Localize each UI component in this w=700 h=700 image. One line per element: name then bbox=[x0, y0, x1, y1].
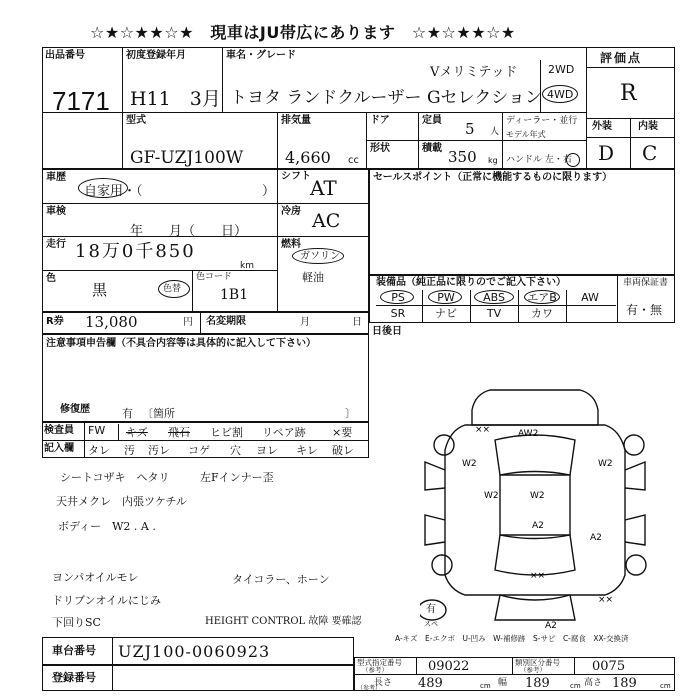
category-number-label: 類別区分番号 bbox=[515, 658, 560, 667]
model-code-label: 型式 bbox=[126, 115, 146, 126]
note-2: 天井メクレ 内張ツケチル bbox=[56, 495, 187, 508]
code-wrinkle: ヨレ bbox=[256, 444, 278, 457]
note-5: ヨンパオイルモレ bbox=[52, 571, 139, 584]
exterior-value: D bbox=[598, 141, 615, 165]
model-name-value: トヨタ ランドクルーザー Gセレクション bbox=[230, 88, 542, 108]
diagram-legend: A-キズ E-エクボ U-凹み W-補修跡 S-サビ C-腐食 XX-交換済 bbox=[395, 634, 629, 643]
equip-navi: ナビ bbox=[435, 307, 457, 320]
length-label: 長さ bbox=[374, 678, 393, 688]
rating-label: 評価点 bbox=[600, 51, 643, 65]
diagram-mark-a2-center: A2 bbox=[532, 521, 544, 531]
repair-location-open: 〔箇所 bbox=[142, 407, 175, 420]
equip-airbag-circle bbox=[524, 290, 560, 304]
code-hole: 穴 bbox=[230, 444, 241, 457]
diagram-mark-a2-right: A2 bbox=[590, 533, 602, 543]
width-label: 幅 bbox=[498, 678, 508, 688]
code-required: ×要 bbox=[332, 426, 353, 439]
inspection-code-row2 bbox=[88, 442, 368, 458]
notes-header: 注意事項申告欄（不具合内容等は具体的に記入して下さい） bbox=[46, 338, 316, 349]
designated-number-value: 09022 bbox=[428, 659, 470, 674]
lot-number-value: 7171 bbox=[52, 86, 110, 116]
equip-tv: TV bbox=[486, 307, 502, 320]
fuel-diesel: 軽油 bbox=[302, 271, 324, 284]
inspection-label: 車検 bbox=[46, 206, 66, 217]
color-code-label: 色コード bbox=[196, 272, 233, 282]
history-value: 自家用・（ bbox=[84, 184, 143, 199]
load-label: 積載 bbox=[422, 143, 442, 154]
chassis-label: 車台番号 bbox=[52, 644, 96, 657]
shift-label: シフト bbox=[281, 171, 311, 182]
diagram-mark-xx-rear: ×× bbox=[530, 571, 546, 581]
equipment-label: 装備品（純正品に限りのでご記入下さい） bbox=[376, 277, 566, 288]
note-3: ボディー W2 . A . bbox=[58, 520, 156, 533]
equip-abs: ABS bbox=[483, 291, 505, 304]
aircon-label: 冷房 bbox=[281, 206, 301, 217]
model-year-label: モデル年式 bbox=[506, 130, 546, 139]
recorder-label: 記入欄 bbox=[44, 443, 74, 454]
first-reg-value: H11 3月 bbox=[130, 88, 221, 110]
code-crack: ヒビ割 bbox=[210, 426, 243, 439]
name-change-day: 日 bbox=[352, 317, 362, 328]
equip-abs-circle bbox=[474, 290, 514, 304]
diagram-stamp: 有 bbox=[426, 604, 436, 615]
code-fw: FW bbox=[88, 424, 106, 437]
sales-point-label: セールスポイント（正常に機能するものに限ります） bbox=[373, 172, 613, 183]
first-reg-label: 初度登録年月 bbox=[126, 50, 186, 61]
diagram-mark-aw2: AW2 bbox=[518, 429, 539, 439]
load-unit: kg bbox=[488, 156, 498, 165]
code-scratch: キズ bbox=[126, 426, 148, 439]
length-value: 489 bbox=[418, 676, 443, 691]
doors-label: ドア bbox=[370, 115, 390, 126]
mileage-value: 18万0千850 bbox=[75, 241, 196, 262]
diagram-mark-w2-center: W2 bbox=[530, 491, 545, 501]
code-cut: キレ bbox=[296, 444, 318, 457]
width-value: 189 bbox=[525, 676, 550, 691]
height-value: 189 bbox=[612, 676, 637, 691]
drive-4wd: 4WD bbox=[547, 88, 574, 101]
name-change-month: 月 bbox=[300, 317, 310, 328]
registration-label: 登録番号 bbox=[52, 671, 96, 684]
code-tear: 破レ bbox=[332, 444, 354, 457]
code-sag: タレ bbox=[88, 444, 110, 457]
equip-sr: SR bbox=[390, 307, 406, 320]
mileage-unit: km bbox=[240, 261, 254, 271]
note-7: タイコラー、ホーン bbox=[232, 573, 330, 586]
color-label: 色 bbox=[46, 273, 56, 284]
length-ref: （参考） bbox=[357, 685, 382, 692]
color-value: 黒 bbox=[92, 281, 108, 299]
mileage-label: 走行 bbox=[46, 239, 66, 250]
shape-label: 形状 bbox=[370, 143, 390, 154]
sales-point-box bbox=[369, 169, 675, 275]
drive-2wd: 2WD bbox=[548, 63, 575, 76]
code-burn: コゲ bbox=[188, 444, 210, 457]
fuel-gas: ガソリン bbox=[300, 251, 340, 262]
displacement-value: 4,660 bbox=[285, 148, 331, 167]
warranty-value: 有・無 bbox=[626, 303, 663, 317]
diagram-mark-xx-side: ×× bbox=[598, 595, 614, 605]
inspector-label: 検査員 bbox=[44, 425, 74, 436]
equip-pw-circle bbox=[428, 290, 462, 304]
lot-number-label: 出品番号 bbox=[45, 50, 85, 61]
displacement-label: 排気量 bbox=[281, 115, 311, 126]
grade-top-value: Vメリミテッド bbox=[430, 65, 518, 80]
height-label: 高さ bbox=[584, 678, 603, 688]
displacement-unit: cc bbox=[348, 155, 359, 166]
diagram-mark-xx-top: ×× bbox=[475, 425, 491, 435]
note-9: HEIGHT CONTROL 故障 要確認 bbox=[205, 616, 362, 627]
designated-number-ref: （参考） bbox=[362, 666, 388, 674]
capacity-value: 5 bbox=[465, 120, 475, 138]
color-change: 色替 bbox=[163, 284, 182, 294]
width-unit: cm bbox=[570, 682, 581, 690]
note-6: ドリブンオイルにじみ bbox=[52, 594, 162, 607]
header-banner: ☆★☆★★☆★ 現車はJU帯広にあります ☆★☆★★☆★ bbox=[90, 23, 516, 42]
note-4: 左Fインナー歪 bbox=[200, 471, 274, 484]
model-code-value: GF-UZJ100W bbox=[130, 148, 244, 168]
shift-value: AT bbox=[310, 176, 337, 200]
fuel-label: 燃料 bbox=[281, 239, 301, 250]
handle-right-circle bbox=[566, 153, 580, 167]
car-diagram bbox=[420, 380, 660, 630]
length-unit: cm bbox=[480, 682, 491, 690]
equip-leather: カワ bbox=[531, 307, 553, 320]
interior-value: C bbox=[642, 141, 658, 165]
designated-number-label: 型式指定番号 bbox=[357, 658, 402, 667]
equip-ps: PS bbox=[391, 291, 405, 304]
capacity-label: 定員 bbox=[422, 115, 442, 126]
aircon-value: AC bbox=[312, 210, 341, 232]
handle-label: ハンドル 左・右 bbox=[506, 155, 572, 165]
inspection-line: 年 月（ 日） bbox=[130, 224, 248, 239]
code-stone: 飛石 bbox=[168, 426, 190, 439]
recycle-value: 13,080 bbox=[85, 313, 138, 331]
exterior-label: 外装 bbox=[592, 121, 612, 132]
warranty-label: 車両保証書 bbox=[623, 278, 669, 288]
diagram-mark-a2-rear: A2 bbox=[545, 621, 557, 630]
note-1: シートコザキ ヘタリ bbox=[60, 471, 170, 484]
diagram-mark-w2-left-front: W2 bbox=[462, 459, 477, 469]
repair-location-close: 〕 bbox=[345, 407, 356, 420]
diagram-mark-w2-right-front: W2 bbox=[598, 459, 613, 469]
equip-airbag: エアB bbox=[527, 291, 557, 304]
code-dirt: 汚 bbox=[124, 444, 135, 457]
inspection-code-row1 bbox=[88, 424, 368, 440]
equipment-grid bbox=[376, 290, 616, 322]
interior-label: 内装 bbox=[638, 121, 658, 132]
code-stain: 汚レ bbox=[148, 444, 170, 457]
repair-history-label: 修復歴 bbox=[60, 404, 90, 415]
category-number-ref: （参考） bbox=[520, 666, 546, 674]
recycle-unit: 円 bbox=[183, 317, 193, 328]
load-value: 350 bbox=[448, 148, 477, 166]
color-code-value: 1B1 bbox=[220, 287, 249, 303]
height-unit: cm bbox=[660, 682, 671, 690]
date-label: 日後日 bbox=[372, 326, 402, 337]
recycle-label: R券 bbox=[46, 316, 64, 327]
note-8: 下回りSC bbox=[52, 616, 101, 629]
history-close: ） bbox=[262, 184, 276, 199]
diagram-mark-w2-left-mid: W2 bbox=[484, 491, 499, 501]
dealer-label: ディーラー・並行 bbox=[506, 116, 578, 126]
equip-aw: AW bbox=[581, 291, 599, 304]
equip-pw: PW bbox=[437, 291, 455, 304]
chassis-value: UZJ100-0060923 bbox=[118, 642, 271, 661]
diagram-stamp-sub: スペ bbox=[424, 620, 438, 628]
code-repair: リペア跡 bbox=[262, 426, 306, 439]
equip-ps-circle bbox=[380, 290, 414, 304]
capacity-unit: 人 bbox=[490, 127, 500, 137]
repair-history-value: 有 bbox=[122, 407, 133, 420]
category-number-value: 0075 bbox=[592, 659, 626, 674]
name-change-label: 名変期限 bbox=[206, 316, 246, 327]
model-grade-label: 車名・グレード bbox=[226, 50, 296, 61]
history-label: 車歴 bbox=[46, 172, 66, 183]
rating-value: R bbox=[620, 81, 637, 106]
